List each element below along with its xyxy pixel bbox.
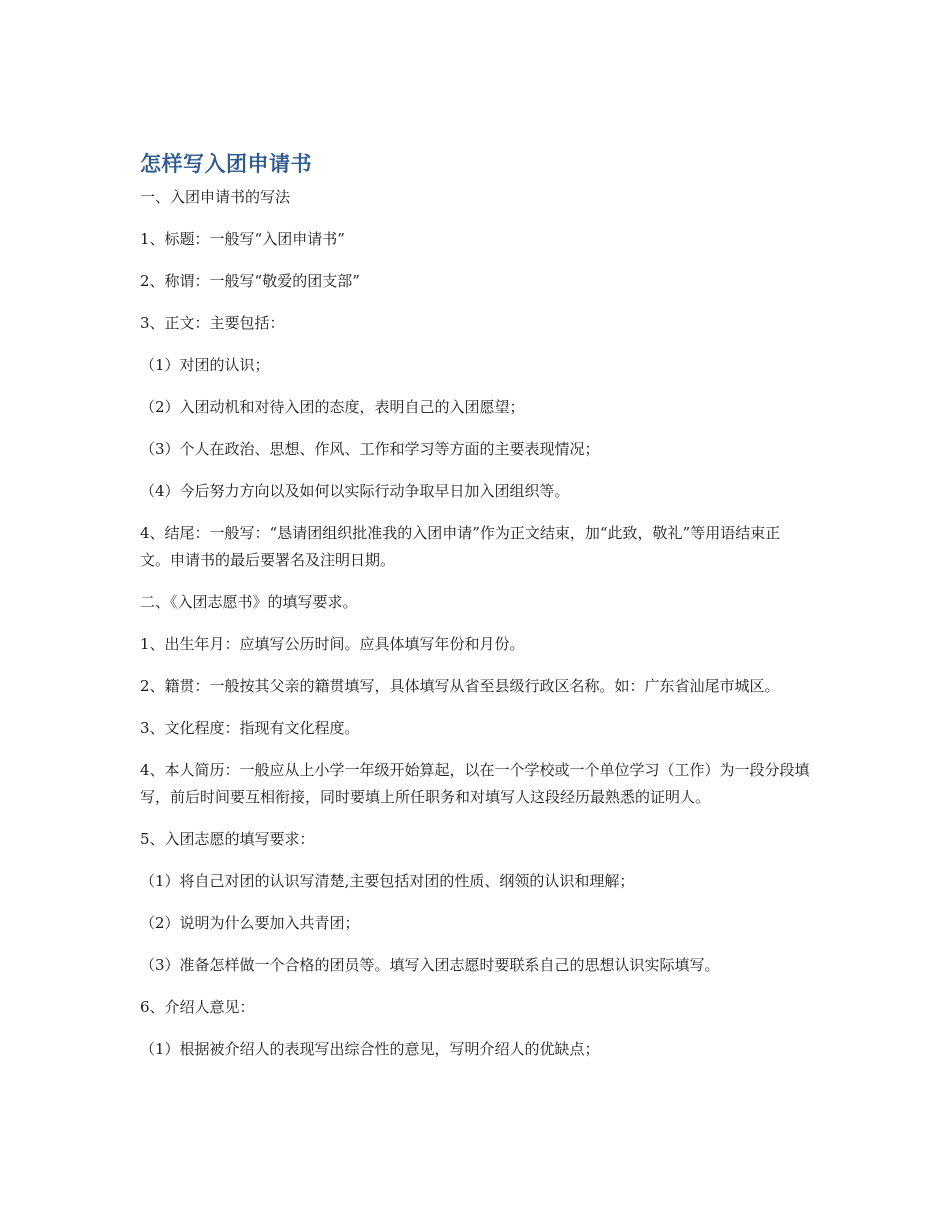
paragraph: （1）根据被介绍人的表现写出综合性的意见，写明介绍人的优缺点； bbox=[140, 1040, 600, 1058]
paragraph: （4）今后努力方向以及如何以实际行动争取早日加入团组织等。 bbox=[140, 482, 570, 500]
document-title: 怎样写入团申请书 bbox=[140, 152, 312, 176]
document-body bbox=[140, 150, 810, 1078]
paragraph: 2、籍贯：一般按其父亲的籍贯填写，具体填写从省至县级行政区名称。如：广东省汕尾市城区。 bbox=[140, 677, 780, 695]
paragraph: 5、入团志愿的填写要求： bbox=[140, 830, 315, 848]
paragraph: 4、结尾：一般写：“恳请团组织批准我的入团申请”作为正文结束，加“此致，敬礼”等用语结束正文。申请书的最后要署名及注明日期。 bbox=[140, 524, 781, 569]
paragraph: （1）将自己对团的认识写清楚,主要包括对团的性质、纲领的认识和理解； bbox=[140, 872, 635, 890]
paragraph: 3、文化程度：指现有文化程度。 bbox=[140, 719, 360, 737]
paragraph: 4、本人简历：一般应从上小学一年级开始算起，以在一个学校或一个单位学习（工作）为一段分段填写，前后时间要互相衔接，同时要填上所任职务和对填写人这段经历最熟悉的证明人。 bbox=[140, 761, 810, 806]
paragraph: 2、称谓：一般写“敬爱的团支部” bbox=[140, 272, 360, 290]
paragraph: （2）说明为什么要加入共青团； bbox=[140, 914, 360, 932]
paragraph: 1、出生年月：应填写公历时间。应具体填写年份和月份。 bbox=[140, 635, 525, 653]
paragraph: 3、正文：主要包括： bbox=[140, 314, 285, 332]
paragraph: （3）准备怎样做一个合格的团员等。填写入团志愿时要联系自己的思想认识实际填写。 bbox=[140, 956, 720, 974]
paragraph: （2）入团动机和对待入团的态度，表明自己的入团愿望； bbox=[140, 398, 525, 416]
paragraph: （1）对团的认识； bbox=[140, 356, 270, 374]
section-heading-2: 二、《入团志愿书》的填写要求。 bbox=[140, 593, 358, 611]
paragraph: （3）个人在政治、思想、作风、工作和学习等方面的主要表现情况； bbox=[140, 440, 600, 458]
paragraph: 1、标题：一般写“入团申请书” bbox=[140, 230, 345, 248]
paragraph: 6、介绍人意见： bbox=[140, 998, 255, 1016]
section-heading-1: 一、入团申请书的写法 bbox=[140, 188, 291, 206]
